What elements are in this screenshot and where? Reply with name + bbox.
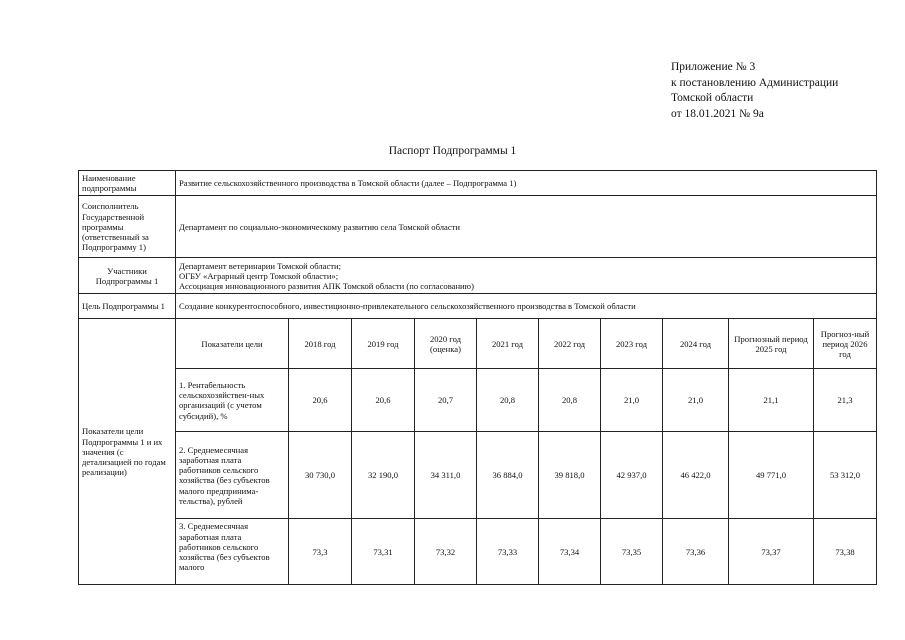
indicator-value: 30 730,0	[289, 432, 352, 519]
indicator-name: 2. Среднемесячная заработная плата работников сельского хозяйства (без субъектов малого предпринима-тельства), рублей	[176, 432, 289, 519]
indicator-value: 73,31	[352, 519, 415, 585]
indicator-value: 73,3	[289, 519, 352, 585]
indicator-value: 73,34	[539, 519, 601, 585]
header-cell: 2020 год (оценка)	[415, 319, 477, 369]
header-cell: 2021 год	[477, 319, 539, 369]
indicator-value: 20,7	[415, 369, 477, 432]
indicator-value: 36 884,0	[477, 432, 539, 519]
indicator-name: 3. Среднемесячная заработная плата работников сельского хозяйства (без субъектов малого	[179, 521, 270, 573]
appendix-line-3: Томской области	[671, 92, 754, 104]
header-cell: Прогноз-ный период 2026 год	[814, 319, 877, 369]
indicator-value: 21,0	[663, 369, 729, 432]
indicator-value: 20,8	[477, 369, 539, 432]
indicators-header-row	[79, 319, 877, 369]
row-coexecutor	[79, 196, 877, 258]
row-label: Соисполнитель Государственной программы (ответственный за Подпрограмму 1)	[79, 196, 176, 258]
appendix-line-2: к постановлению Администрации	[671, 76, 839, 89]
indicator-name-cell	[176, 519, 289, 585]
indicator-name: 1. Рентабельность сельскохозяйствен-ных организаций (с учетом субсидий), %	[176, 369, 289, 432]
indicator-value: 73,38	[814, 519, 877, 585]
appendix-line-4: от 18.01.2021 № 9а	[671, 107, 764, 120]
indicator-value: 53 312,0	[814, 432, 877, 519]
row-label: Показатели цели Подпрограммы 1 и их значения (с детализацией по годам реализации)	[79, 319, 176, 585]
indicator-value: 21,3	[814, 369, 877, 432]
passport-table	[78, 170, 877, 585]
document-title: Паспорт Подпрограммы 1	[388, 145, 517, 157]
row-name	[79, 171, 877, 196]
indicator-row	[79, 369, 877, 432]
header-cell: 2023 год	[601, 319, 663, 369]
row-value: Развитие сельскохозяйственного производства в Томской области (далее – Подпрограмма 1)	[176, 171, 877, 196]
row-value: Департамент по социально-экономическому развитию села Томской области	[176, 196, 877, 258]
appendix-block	[671, 60, 838, 122]
row-label: Участники Подпрограммы 1	[79, 258, 176, 294]
row-label: Наименование подпрограммы	[79, 171, 176, 196]
indicator-value: 21,0	[601, 369, 663, 432]
header-cell: 2018 год	[289, 319, 352, 369]
header-cell: 2022 год	[539, 319, 601, 369]
header-cell: Прогнозный период 2025 год	[729, 319, 814, 369]
row-participants	[79, 258, 877, 294]
indicator-value: 73,32	[415, 519, 477, 585]
indicator-value: 73,33	[477, 519, 539, 585]
indicator-value: 32 190,0	[352, 432, 415, 519]
indicator-value: 21,1	[729, 369, 814, 432]
indicator-value: 73,36	[663, 519, 729, 585]
indicator-value: 34 311,0	[415, 432, 477, 519]
row-value: Департамент ветеринарии Томской области; ОГБУ «Аграрный центр Томской области»; Ассоциация инновационного развития АПК Томской области (по согласованию)	[176, 258, 877, 294]
indicator-row	[79, 519, 877, 585]
indicator-value: 73,37	[729, 519, 814, 585]
header-cell: Показатели цели	[176, 319, 289, 369]
indicator-value: 46 422,0	[663, 432, 729, 519]
indicator-row	[79, 432, 877, 519]
appendix-line-1: Приложение № 3	[671, 61, 756, 73]
indicator-value: 20,6	[352, 369, 415, 432]
indicator-value: 49 771,0	[729, 432, 814, 519]
row-value: Создание конкурентоспособного, инвестиционно-привлекательного сельскохозяйственного производства в Томской области	[176, 294, 877, 319]
indicator-value: 39 818,0	[539, 432, 601, 519]
indicator-value: 42 937,0	[601, 432, 663, 519]
indicator-value: 20,6	[289, 369, 352, 432]
indicator-value: 20,8	[539, 369, 601, 432]
indicator-value: 73,35	[601, 519, 663, 585]
row-label: Цель Подпрограммы 1	[79, 294, 176, 319]
header-cell: 2019 год	[352, 319, 415, 369]
header-cell: 2024 год	[663, 319, 729, 369]
row-goal	[79, 294, 877, 319]
